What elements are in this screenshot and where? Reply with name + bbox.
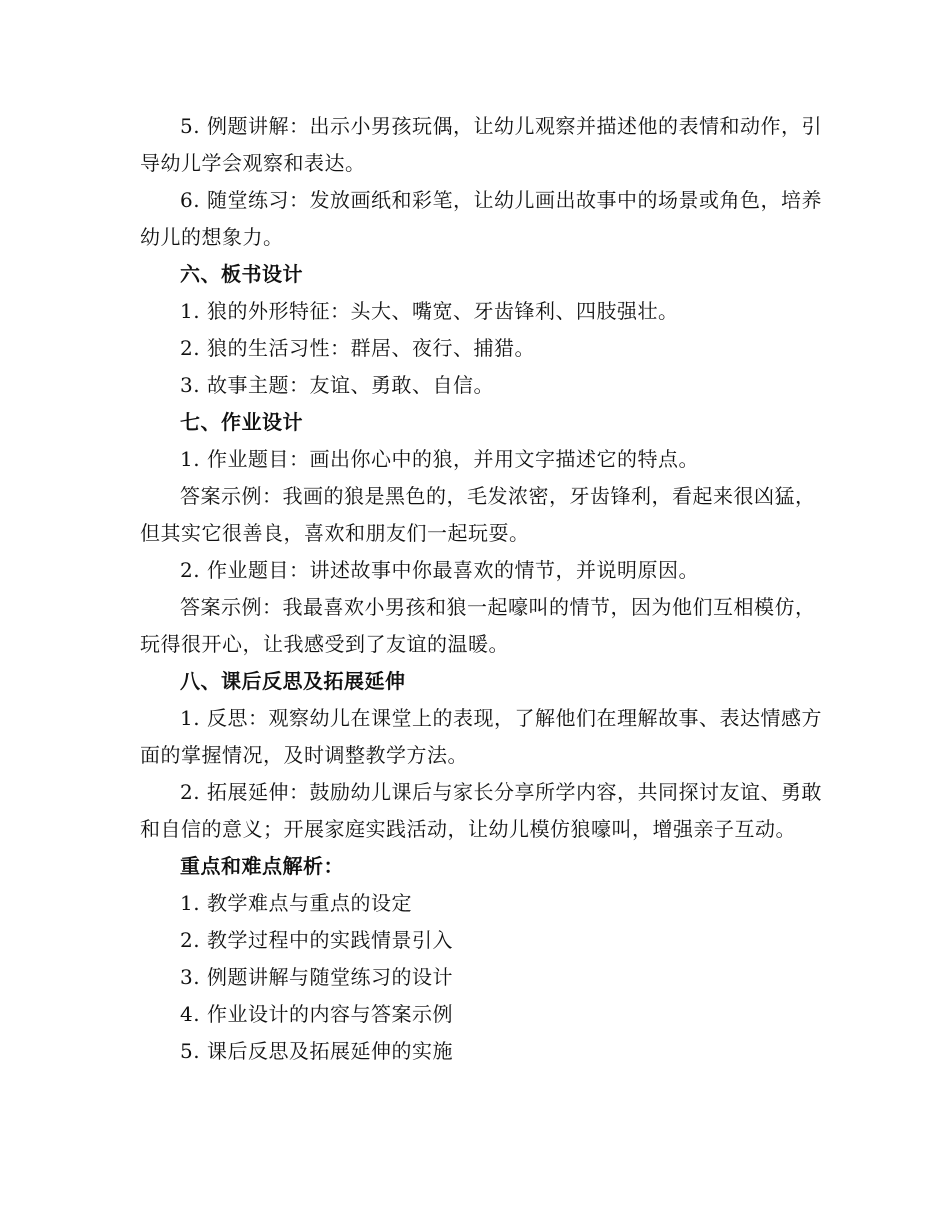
section-heading-reflection-extension: 八、课后反思及拓展延伸: [180, 669, 406, 693]
list-item-key-point-3: 3. 例题讲解与随堂练习的设计: [180, 965, 453, 989]
answer-example-2: 答案示例：我最喜欢小男孩和狼一起嚎叫的情节，因为他们互相模仿，玩得很开心，让我感受到了友谊的温暖。: [140, 595, 816, 656]
list-item-wolf-appearance: 1. 狼的外形特征：头大、嘴宽、牙齿锋利、四肢强壮。: [180, 299, 679, 323]
list-item-key-point-5: 5. 课后反思及拓展延伸的实施: [180, 1039, 453, 1063]
list-item-wolf-habits: 2. 狼的生活习性：群居、夜行、捕猎。: [180, 336, 535, 360]
list-item-key-point-1: 1. 教学难点与重点的设定: [180, 891, 412, 915]
section-heading-key-difficult-points: 重点和难点解析：: [180, 854, 344, 878]
list-item-reflection: 1. 反思：观察幼儿在课堂上的表现，了解他们在理解故事、表达情感方面的掌握情况，及时调整教学方法。: [140, 706, 822, 767]
list-item-key-point-2: 2. 教学过程中的实践情景引入: [180, 928, 453, 952]
list-item-homework-2: 2. 作业题目：讲述故事中你最喜欢的情节，并说明原因。: [180, 558, 699, 582]
list-item-key-point-4: 4. 作业设计的内容与答案示例: [180, 1002, 453, 1026]
section-heading-homework-design: 七、作业设计: [180, 410, 303, 434]
document-body: [140, 108, 830, 1070]
paragraph-classroom-practice: 6. 随堂练习：发放画纸和彩笔，让幼儿画出故事中的场景或角色，培养幼儿的想象力。: [140, 188, 822, 249]
list-item-homework-1: 1. 作业题目：画出你心中的狼，并用文字描述它的特点。: [180, 447, 699, 471]
paragraph-example-explanation: 5. 例题讲解：出示小男孩玩偶，让幼儿观察并描述他的表情和动作，引导幼儿学会观察和表达。: [140, 114, 822, 175]
section-heading-board-design: 六、板书设计: [180, 262, 303, 286]
list-item-extension: 2. 拓展延伸：鼓励幼儿课后与家长分享所学内容，共同探讨友谊、勇敢和自信的意义；开展家庭实践活动，让幼儿模仿狼嚎叫，增强亲子互动。: [140, 780, 822, 841]
answer-example-1: 答案示例：我画的狼是黑色的，毛发浓密，牙齿锋利，看起来很凶猛，但其实它很善良，喜欢和朋友们一起玩耍。: [140, 484, 816, 545]
list-item-story-theme: 3. 故事主题：友谊、勇敢、自信。: [180, 373, 494, 397]
